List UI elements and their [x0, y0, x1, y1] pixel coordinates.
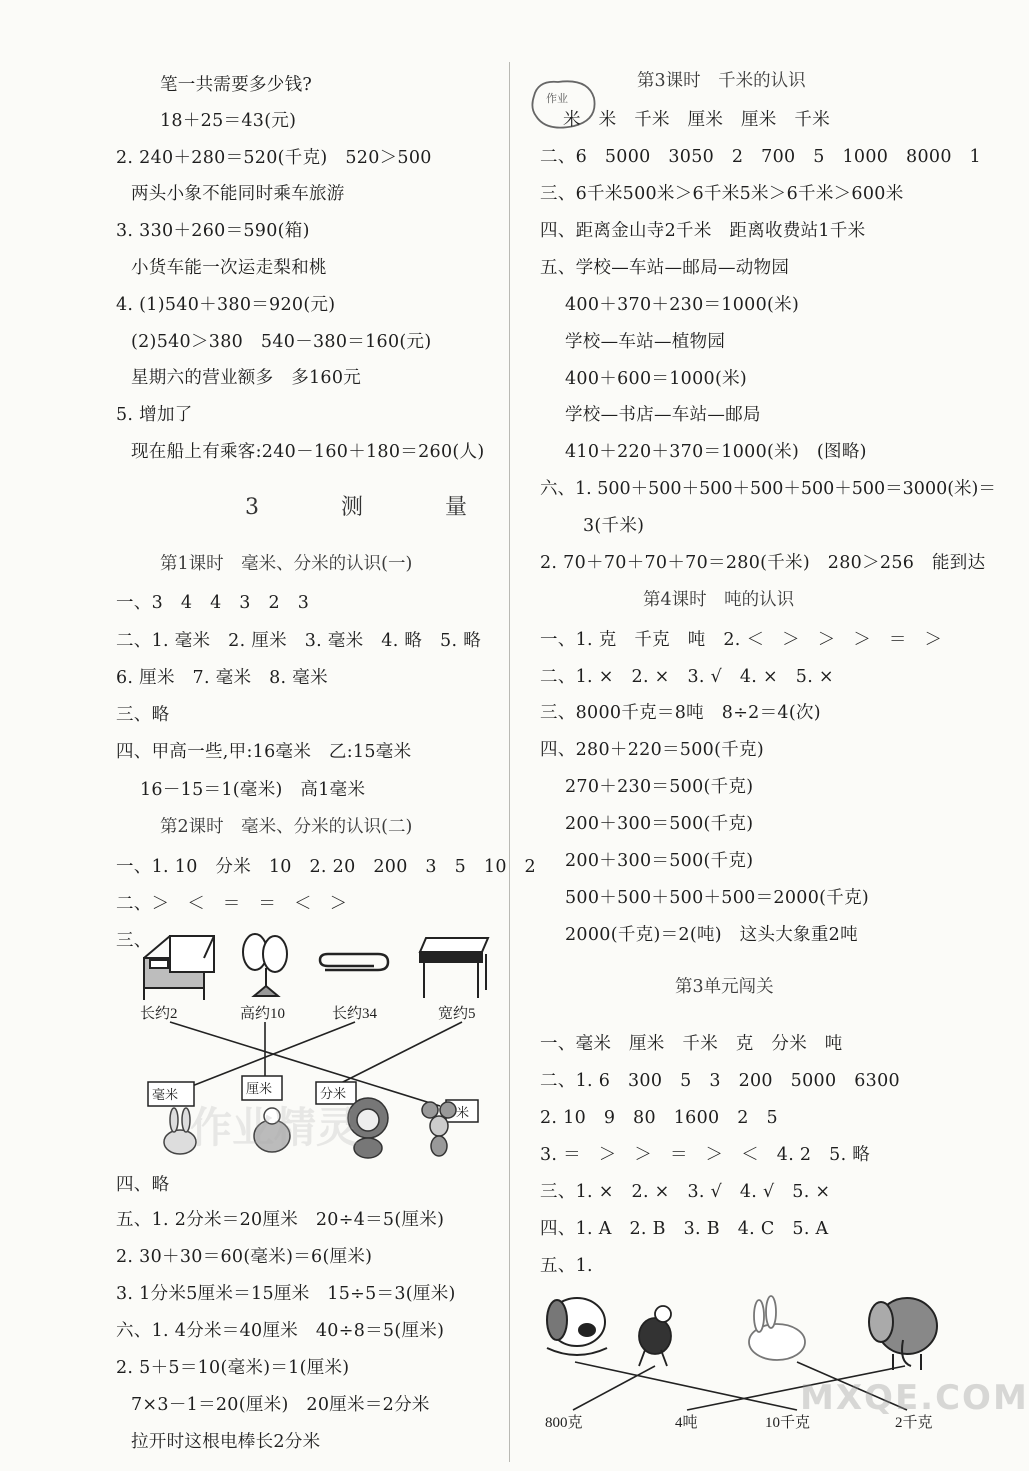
text-line: 4. (1)540＋380＝920(元) [116, 295, 336, 315]
text-line: 3. 1分米5厘米＝15厘米 15÷5＝3(厘米) [116, 1284, 456, 1304]
text-line: 270＋230＝500(千克) [565, 777, 754, 797]
stamp-text: 作业 [546, 92, 568, 105]
text-line: 3(千米) [583, 516, 645, 536]
text-line: 一、毫米 厘米 千米 克 分米 吨 [540, 1034, 843, 1054]
lesson-heading: 第3课时 千米的认识 [637, 71, 806, 91]
text-line: 400＋600＝1000(米) [565, 369, 747, 389]
text-line: 6. 厘米 7. 毫米 8. 毫米 [116, 668, 328, 688]
dog-icon [547, 1298, 607, 1355]
weight-label: 10千克 [765, 1415, 811, 1431]
text-line: 410＋220＋370＝1000(米) (图略) [565, 442, 867, 462]
bed-icon [144, 936, 214, 1000]
text-line: 一、1. 克 千克 吨 2. ＜ ＞ ＞ ＞ ＝ ＞ [540, 630, 943, 650]
text-line: 18＋25＝43(元) [160, 111, 297, 131]
text-line: (2)540＞380 540－380＝160(元) [131, 332, 432, 352]
rooster-icon [639, 1306, 671, 1366]
text-line: 500＋500＋500＋500＝2000(千克) [565, 888, 869, 908]
text-line: 2. 70＋70＋70＋70＝280(千米) 280＞256 能到达 [540, 553, 986, 573]
lesson-heading: 第1课时 毫米、分米的认识(一) [160, 554, 413, 574]
column-divider [509, 62, 510, 1462]
text-line: 2. 10 9 80 1600 2 5 [540, 1108, 778, 1128]
text-line: 两头小象不能同时乘车旅游 [131, 184, 345, 204]
text-line: 米 米 千米 厘米 厘米 千米 [563, 110, 830, 130]
measure-label: 宽约5 [438, 1006, 476, 1022]
text-line: 三、8000千克＝8吨 8÷2＝4(次) [540, 703, 821, 723]
text-line: 3. 330＋260＝590(箱) [116, 221, 310, 241]
text-line: 3. ＝ ＞ ＞ ＝ ＞ ＜ 4. 2 5. 略 [540, 1145, 871, 1165]
text-line: 2. 30＋30＝60(毫米)＝6(厘米) [116, 1247, 373, 1267]
text-line: 五、1. [540, 1256, 593, 1276]
text-line: 二、1. 6 300 5 3 200 5000 6300 [540, 1071, 900, 1091]
text-line: 400＋370＋230＝1000(米) [565, 295, 800, 315]
text-line: 一、3 4 4 3 2 3 [116, 593, 310, 613]
text-line: 16－15＝1(毫米) 高1毫米 [140, 780, 366, 800]
text-line: 星期六的营业额多 多160元 [131, 368, 362, 388]
unit-sign: 毫米 [152, 1087, 179, 1102]
text-line: 六、1. 500＋500＋500＋500＋500＋500＝3000(米)＝ [540, 479, 996, 499]
text-line: 六、1. 4分米＝40厘米 40÷8＝5(厘米) [116, 1321, 445, 1341]
measure-label: 长约2 [140, 1006, 178, 1022]
text-line: 五、学校—车站—邮局—动物园 [540, 258, 790, 278]
watermark-text: 作业精灵 [190, 1103, 359, 1152]
measure-label: 高约10 [240, 1006, 286, 1022]
mouse-icon [422, 1102, 456, 1156]
text-line: 5. 增加了 [116, 405, 193, 425]
measure-label: 长约34 [332, 1006, 378, 1022]
text-line: 2. 5＋5＝10(毫米)＝1(厘米) [116, 1358, 350, 1378]
fan-icon [243, 934, 287, 996]
text-line: 2. 240＋280＝520(千克) 520＞500 [116, 148, 432, 168]
unit-sign: 厘米 [246, 1081, 273, 1096]
text-line: 2000(千克)＝2(吨) 这头大象重2吨 [565, 925, 858, 945]
text-line: 现在船上有乘客:240－160＋180＝260(人) [131, 442, 485, 462]
text-line: 200＋300＝500(千克) [565, 851, 754, 871]
text-line: 学校—车站—植物园 [565, 332, 726, 352]
text-line: 三、略 [116, 705, 170, 725]
weight-label: 2千克 [895, 1415, 933, 1431]
text-line: 四、略 [116, 1175, 170, 1195]
text-line: 二、6 5000 3050 2 700 5 1000 8000 1 [540, 147, 981, 167]
weight-label: 800克 [545, 1415, 583, 1431]
text-line: 拉开时这根电棒长2分米 [131, 1432, 321, 1452]
table-icon [420, 938, 488, 998]
text-line: 四、甲高一些,甲:16毫米 乙:15毫米 [116, 742, 412, 762]
text-line: 四、1. A 2. B 3. B 4. C 5. A [540, 1219, 829, 1239]
text-line: 学校—书店—车站—邮局 [565, 405, 761, 425]
chapter-title: 3 测 量 [245, 495, 497, 520]
text-line: 三、1. × 2. × 3. √ 4. √ 5. × [540, 1182, 831, 1202]
text-line: 笔一共需要多少钱? [160, 75, 313, 95]
right-column [517, 0, 1000, 1471]
unit-sign: 分米 [320, 1086, 347, 1101]
text-line: 小货车能一次运走梨和桃 [131, 258, 327, 278]
text-line: 200＋300＝500(千克) [565, 814, 754, 834]
text-line: 一、1. 10 分米 10 2. 20 200 3 5 10 2 [116, 857, 536, 877]
elephant-icon [869, 1298, 937, 1370]
text-line: 7×3－1＝20(厘米) 20厘米＝2分米 [131, 1395, 430, 1415]
unit-heading: 第3单元闯关 [675, 977, 774, 997]
lesson-heading: 第4课时 吨的认识 [643, 590, 795, 610]
text-line: 二、1. × 2. × 3. √ 4. × 5. × [540, 667, 834, 687]
text-line: 四、280＋220＝500(千克) [540, 740, 764, 760]
text-line: 四、距离金山寺2千米 距离收费站1千米 [540, 221, 866, 241]
text-line: 三、6千米500米＞6千米5米＞6千米＞600米 [540, 184, 904, 204]
unit-sign: 米 [456, 1105, 470, 1120]
text-line: 五、1. 2分米＝20厘米 20÷4＝5(厘米) [116, 1210, 445, 1230]
paperclip-icon [320, 954, 388, 970]
text-line: 三、 [116, 931, 152, 951]
text-line: 二、＞ ＜ ＝ ＝ ＜ ＞ [116, 894, 348, 914]
weight-label: 4吨 [675, 1415, 698, 1431]
watermark: MXQE.COM [800, 1378, 1029, 1418]
lesson-heading: 第2课时 毫米、分米的认识(二) [160, 817, 413, 837]
text-line: 二、1. 毫米 2. 厘米 3. 毫米 4. 略 5. 略 [116, 631, 481, 651]
rabbit-icon [749, 1296, 805, 1360]
